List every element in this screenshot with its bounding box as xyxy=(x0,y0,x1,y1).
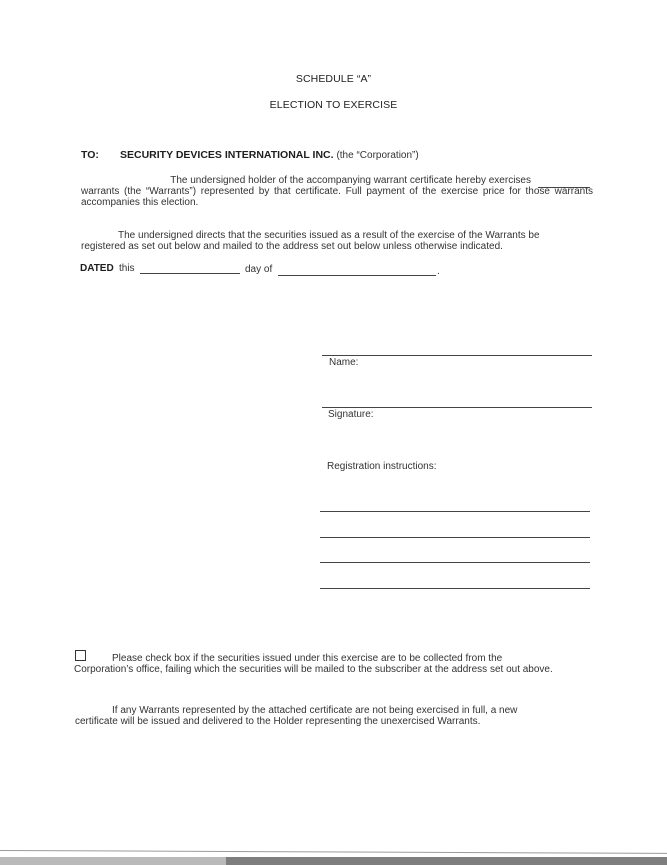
exercise-paragraph-line1: The undersigned holder of the accompanying warrant certificate hereby exercises xyxy=(170,175,531,186)
unexercised-paragraph-line1: If any Warrants represented by the attached certificate are not being exercised in full, a new xyxy=(112,705,518,716)
dated-period: . xyxy=(437,266,440,277)
dated-month-field[interactable] xyxy=(278,275,436,276)
corporation-suffix: (the “Corporation”) xyxy=(336,150,419,161)
checkbox-paragraph-line1: Please check box if the securities issued under this exercise are to be collected from the xyxy=(112,653,503,664)
scan-border-left xyxy=(0,857,226,865)
checkbox-paragraph-rest: Corporation’s office, failing which the securities will be mailed to the subscriber at the address set out above. xyxy=(74,664,553,675)
unexercised-paragraph xyxy=(75,705,583,727)
unexercised-paragraph-rest: certificate will be issued and delivered to the Holder representing the unexercised Warrants. xyxy=(75,716,481,727)
registration-instructions-label: Registration instructions: xyxy=(327,461,437,472)
to-label: TO: xyxy=(81,149,99,161)
dated-day-field[interactable] xyxy=(140,273,240,274)
registration-paragraph-line1: The undersigned directs that the securities issued as a result of the exercise of the Warrants be xyxy=(118,230,540,241)
addressee xyxy=(120,149,419,161)
checkbox-paragraph xyxy=(74,653,583,675)
warrant-count-field[interactable] xyxy=(538,187,590,188)
registration-line-2[interactable] xyxy=(320,537,590,538)
exercise-paragraph xyxy=(81,175,593,208)
corporation-name: SECURITY DEVICES INTERNATIONAL INC. xyxy=(120,149,334,161)
schedule-title: SCHEDULE “A” xyxy=(295,73,372,85)
day-of-label: day of xyxy=(245,264,273,275)
scan-edge-line xyxy=(0,850,667,854)
signature-field-line[interactable] xyxy=(322,407,592,408)
registration-line-3[interactable] xyxy=(320,562,590,563)
registration-paragraph-rest: registered as set out below and mailed to the address set out below unless otherwise indicated. xyxy=(81,241,503,252)
dated-this: this xyxy=(119,263,135,274)
registration-line-1[interactable] xyxy=(320,511,590,512)
signature-label: Signature: xyxy=(328,409,374,420)
exercise-paragraph-rest: warrants (the “Warrants”) represented by that certificate. Full payment of the exercise price for those warrants accompanies this election. xyxy=(81,186,593,208)
name-field-line[interactable] xyxy=(322,355,592,356)
registration-line-4[interactable] xyxy=(320,588,590,589)
dated-label: DATED xyxy=(80,263,114,274)
scan-border-right xyxy=(226,857,667,865)
name-label: Name: xyxy=(329,357,359,368)
election-title: ELECTION TO EXERCISE xyxy=(269,99,398,111)
registration-paragraph xyxy=(81,230,593,252)
